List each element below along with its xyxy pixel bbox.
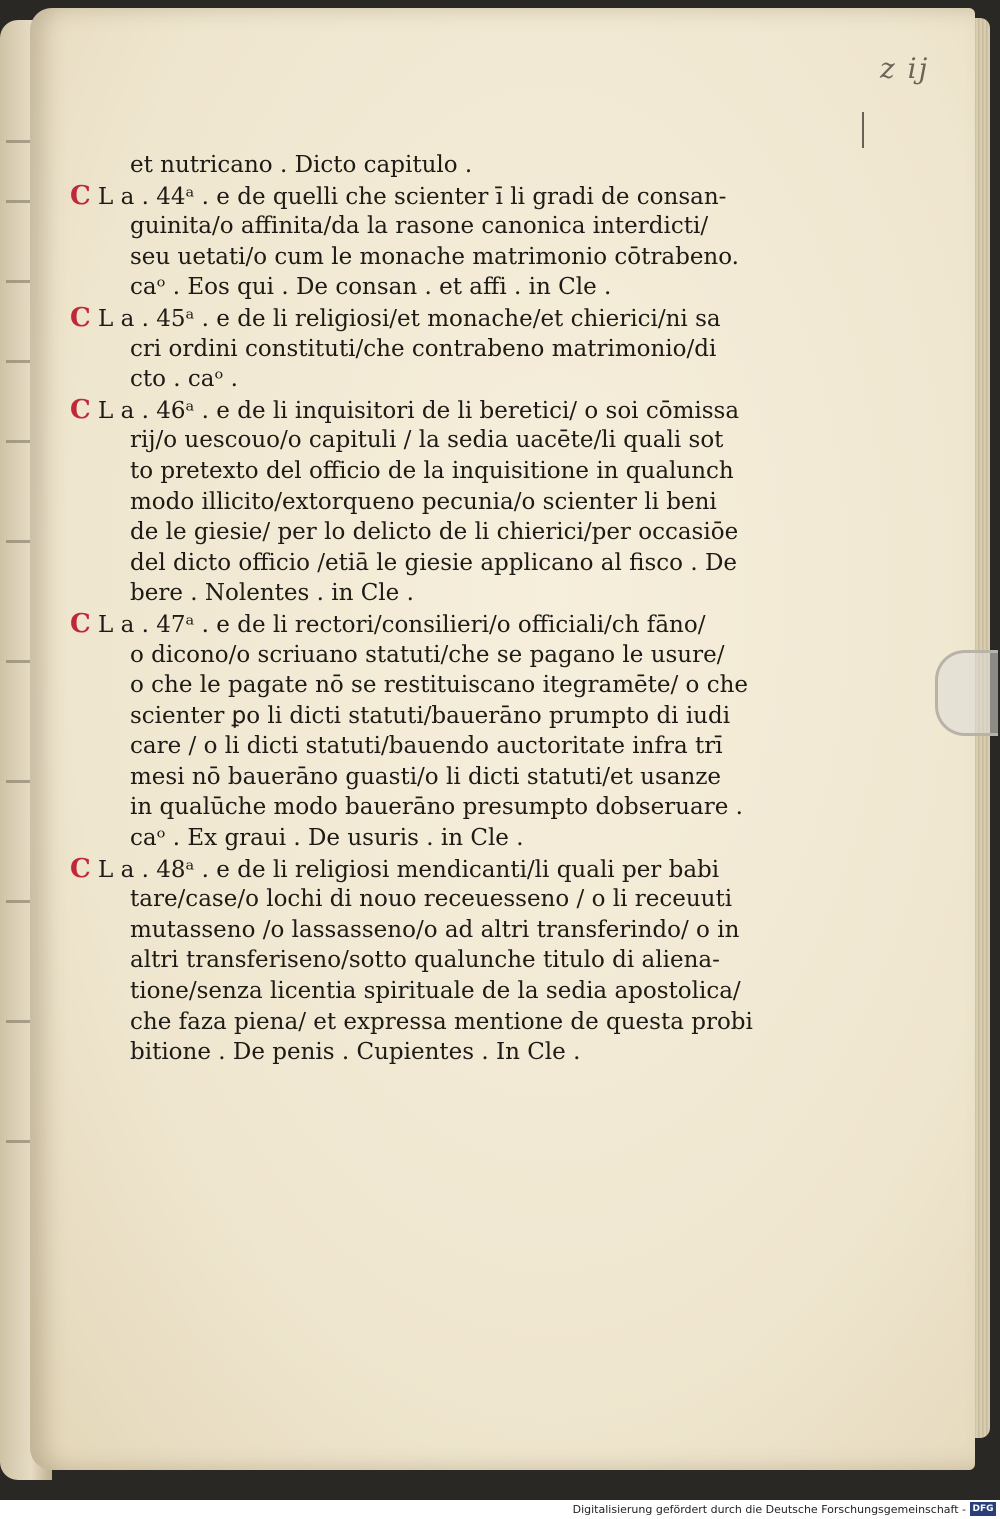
text-line [70,701,731,732]
printed-text-block [70,150,753,1068]
text-line [70,945,720,976]
text-line [70,242,739,273]
line-text: guinita/o affinita/da la rasone canonica interdicti/ [130,213,709,240]
pencil-mark [862,112,864,148]
line-text: mutasseno /o lassasseno/o ad altri transferindo/ o in [130,916,740,943]
line-text: rij/o uescouo/o capituli / la sedia uacēte/li quali sot [130,427,724,454]
text-line [70,762,722,793]
line-text: de le giesie/ per lo delicto de li chierici/per occasiōe [130,519,739,546]
rubric-mark: C [70,608,91,639]
line-text: in qualūche modo bauerāno presumpto dobseruare . [130,794,743,821]
rubric-mark: C [70,853,91,884]
line-text: L a . 46ᵃ . e de li inquisitori de li beretici/ o soi cōmissa [98,397,740,424]
rubric-line [70,853,720,885]
text-line [70,578,710,609]
rubric-line [70,609,710,640]
text-line [70,1007,753,1038]
line-text: bere . Nolentes . in Cle . [130,580,414,607]
text-line [70,976,741,1007]
dfg-logo: DFG [970,1502,996,1516]
rubric-mark: C [70,302,91,333]
line-text: scienter ꝑo li dicti statuti/bauerāno prumpto di iudi [130,702,731,729]
folio-number: z ij [880,52,930,85]
page-clip [935,650,998,736]
text-line [70,456,734,487]
line-text: o che le pagate nō se restituiscano itegramēte/ o che [130,672,749,699]
footer-credit: Digitalisierung gefördert durch die Deutsche Forschungsgemeinschaft - [572,1503,966,1516]
line-text: L a . 44ᵃ . e de quelli che scienter ī li gradi de consan- [98,183,727,210]
line-text: cri ordini constituti/che contrabeno matrimonio/di [130,335,717,362]
text-line [70,792,743,823]
text-line [70,915,740,946]
line-text: del dicto officio /etiā le giesie applicano al fisco . De [130,549,738,576]
text-line [70,731,723,762]
text-line [70,150,710,181]
text-line [70,640,725,671]
line-text: et nutricano . Dicto capitulo . [130,152,473,178]
text-line [70,670,749,701]
text-line [70,517,739,548]
line-text: altri transferiseno/sotto qualunche titulo di aliena- [130,947,720,974]
text-line [70,211,710,242]
line-text: o dicono/o scriuano statuti/che se pagano le usure/ [130,641,725,668]
line-text: tare/case/o lochi di nouo receuesseno / o li receuuti [130,886,733,913]
text-line [70,487,717,518]
text-line [70,823,710,854]
text-line [70,272,710,303]
rubric-line [70,180,727,212]
text-line [70,548,738,579]
line-text: L a . 48ᵃ . e de li religiosi mendicanti/li quali per babi [98,856,720,883]
text-line [70,334,717,365]
rubric-line [70,302,721,334]
line-text: caᵒ . Eos qui . De consan . et affi . in Cle . [130,274,612,301]
line-text: bitione . De penis . Cupientes . In Cle . [130,1039,581,1066]
text-line [70,884,733,915]
text-line [70,364,710,395]
line-text: tione/senza licentia spirituale de la sedia apostolica/ [130,978,741,1005]
rubric-mark: C [70,180,91,211]
line-text: modo illicito/extorqueno pecunia/o scienter li beni [130,488,717,515]
line-text: L a . 45ᵃ . e de li religiosi/et monache/et chierici/ni sa [98,305,721,332]
line-text: caᵒ . Ex graui . De usuris . in Cle . [130,825,524,852]
line-text: cto . caᵒ . [130,366,238,393]
line-text: seu uetati/o cum le monache matrimonio cōtrabeno. [130,243,739,270]
text-line [70,425,724,456]
rubric-mark: C [70,394,91,425]
rubric-line [70,394,740,426]
line-text: mesi nō bauerāno guasti/o li dicti statuti/et usanze [130,763,722,790]
line-text: che faza piena/ et expressa mentione de questa probi [130,1008,753,1035]
digitization-footer [0,1500,1000,1519]
line-text: care / o li dicti statuti/bauendo auctoritate infra trī [130,733,723,760]
line-text: L a . 47ᵃ . e de li rectori/consilieri/o officiali/ch fāno/ [98,611,706,638]
line-text: to pretexto del officio de la inquisitione in qualunch [130,457,734,484]
text-line [70,1037,710,1068]
